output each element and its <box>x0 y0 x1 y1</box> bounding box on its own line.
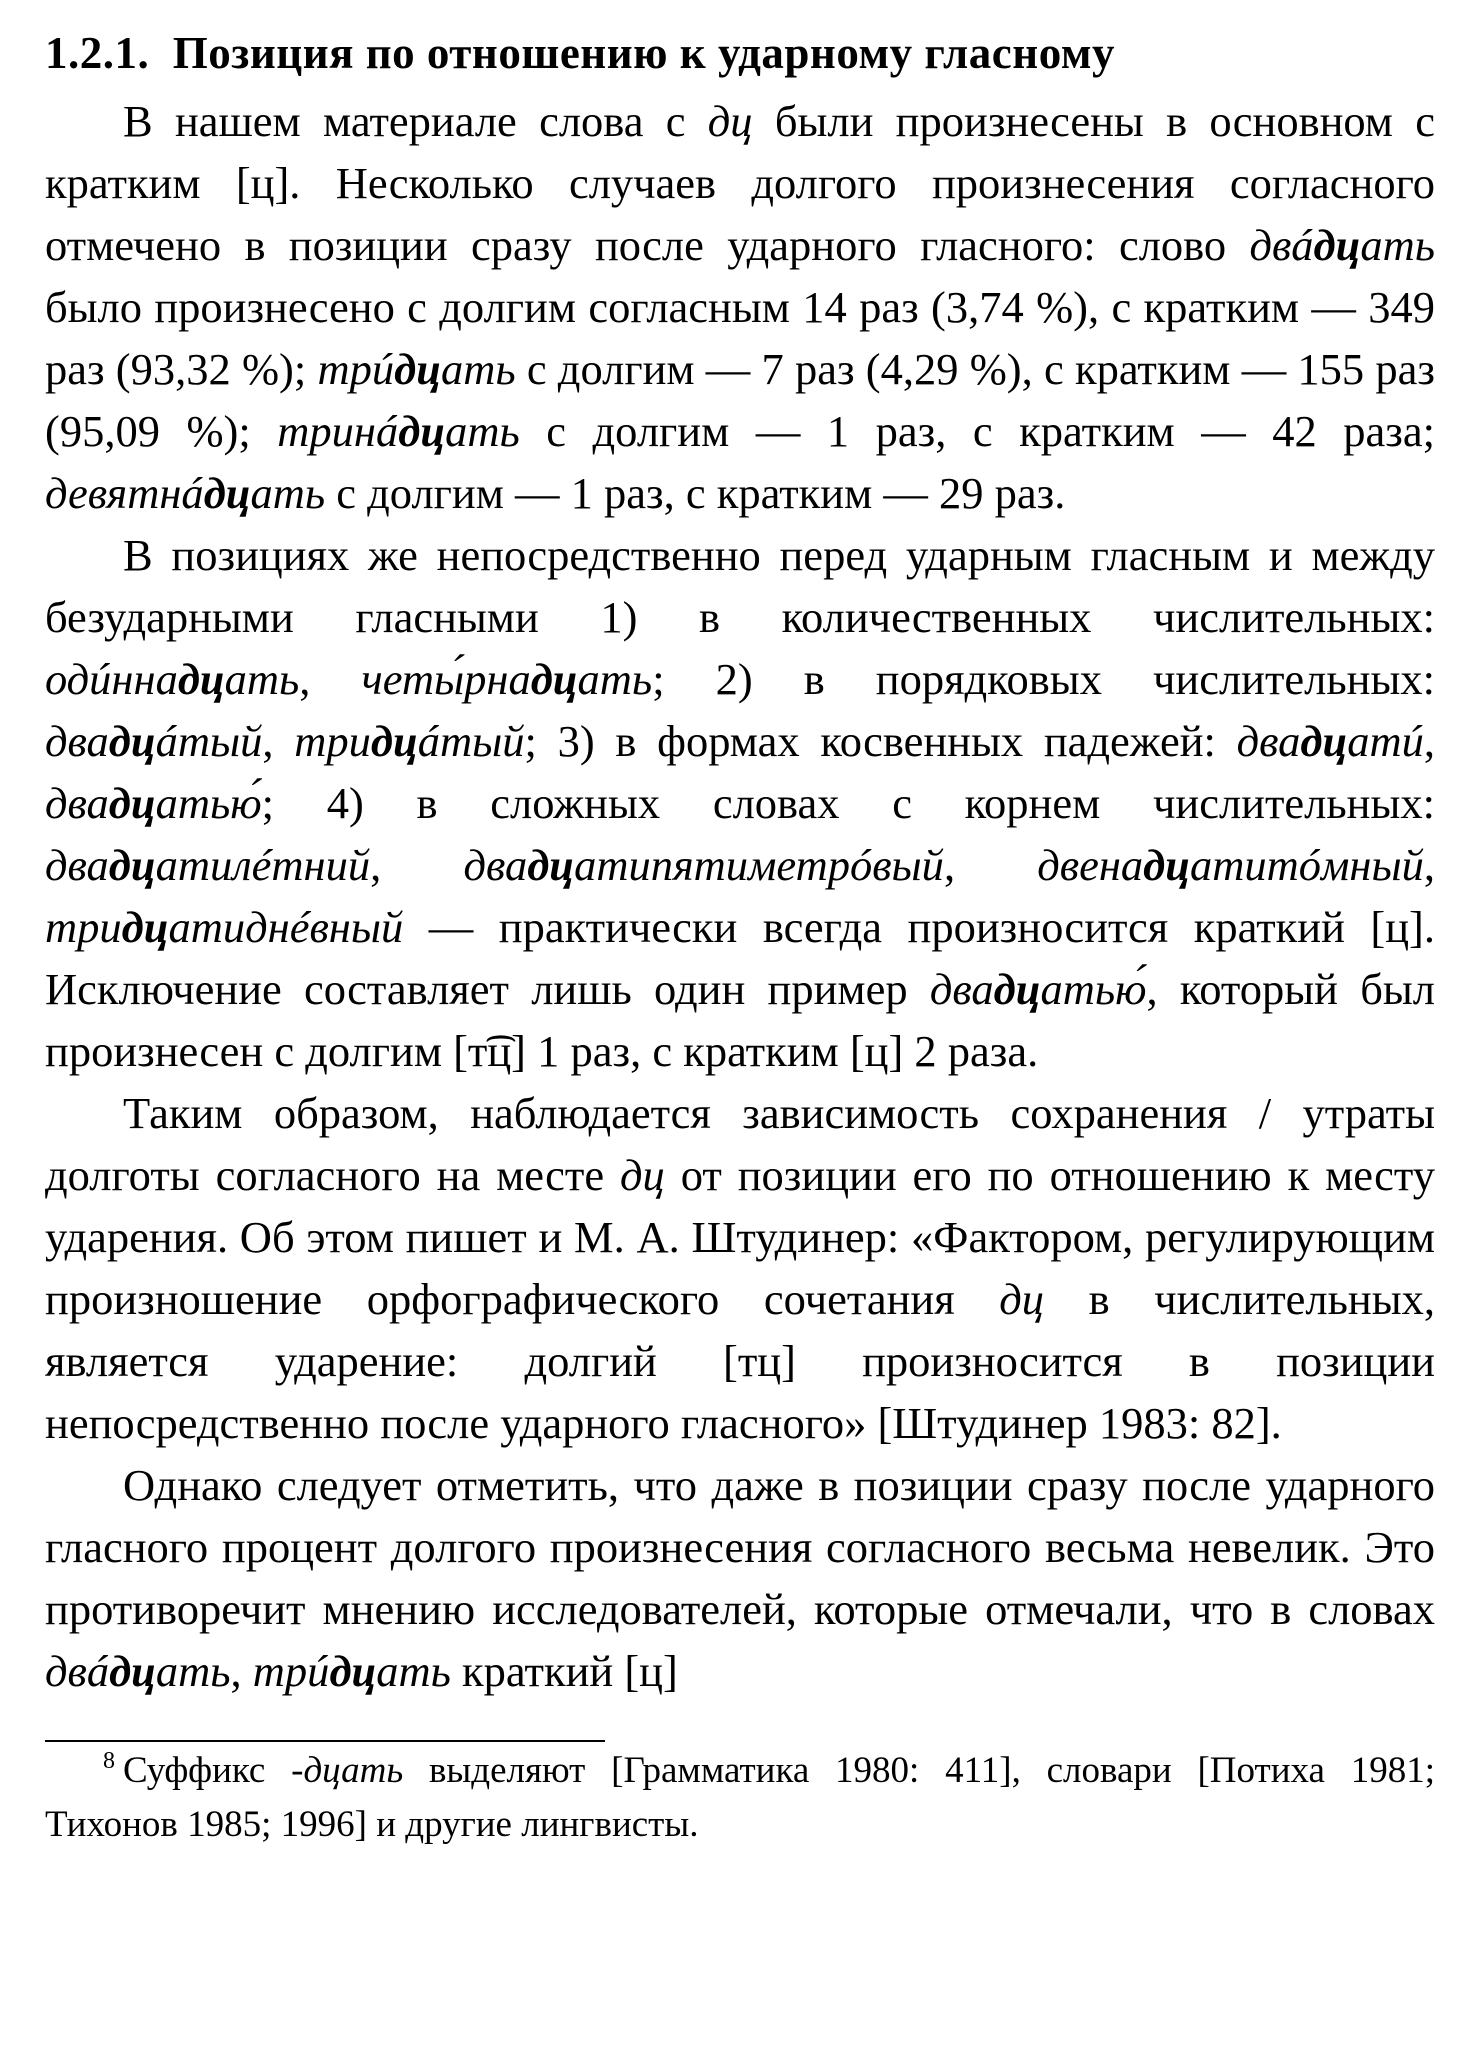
example-word: двадцатью́ <box>45 778 262 828</box>
example-word: двáдцать <box>1249 220 1435 270</box>
footnote-mark: 8 <box>103 1748 115 1774</box>
example-word: двадцатипятиметрóвый <box>463 840 944 890</box>
text-run: В нашем материале слова с <box>123 96 708 146</box>
example-word: девятнáдцать <box>45 468 326 518</box>
text-run: Однако следует отметить, что даже в позиции сразу после ударного гласного процент долгого произнесения согласного весьма невелик. Это противоречит мнению исследователей, которые отмечали, что в словах <box>45 1460 1435 1634</box>
text-run: выделяют [Грамматика 1980: 411], словари [Потиха 1981; Тихонов 1985; 1996] и другие лингвисты. <box>45 1750 1435 1845</box>
text-run: В позициях же непосредственно перед ударным гласным и между безударными гласными 1) в количественных числительных: <box>45 530 1435 642</box>
italic-term: дц <box>620 1150 665 1200</box>
italic-term: -дцать <box>291 1750 404 1791</box>
text-run: с долгим — 1 раз, с кратким — 29 раз. <box>325 468 1066 518</box>
text-run: ; 2) в порядковых числительных: <box>652 654 1435 704</box>
text-run: с долгим — 1 раз, с кратким — 42 раза; <box>519 406 1435 456</box>
section-number: 1.2.1. <box>45 28 150 78</box>
example-word: тринáдцать <box>277 406 520 456</box>
example-word: трúдцать <box>252 1646 451 1696</box>
paragraph-1 <box>45 90 1435 524</box>
example-word: двадцатú <box>1236 716 1424 766</box>
section-heading <box>45 22 1435 84</box>
italic-term: дц <box>999 1274 1045 1324</box>
example-word: двадцатилéтний <box>45 840 371 890</box>
text-run: было произнесено с долгим согласным 14 раз (3,74 %), с кратким — 349 раз (93,32 %); <box>45 282 1435 394</box>
example-word: двадцатью́ <box>929 964 1147 1014</box>
example-word: трúдцать <box>317 344 516 394</box>
text-run: в числительных, является ударение: долгий [тц] произносится в позиции непосредственно после ударного гласного» [Штудинер 1983: 82]. <box>45 1274 1436 1448</box>
text-run: с долгим — 7 раз (4,29 %), с кратким — 155 раз (95,09 %); <box>45 344 1435 456</box>
paragraph-2: В позициях же непосредственно перед ударным гласным и между безударными гласными 1) в количественных числительных: одúннадцать, четы́рнадцать; 2) в порядковых числительных: двадцáтый, тридцáтый; 3) в формах косвенных падежей: двадцатú, двадцатью́; 4) в сложных словах с корнем числительных: двадцатилéтний, двадцатипятиметрóвый, двенадцатитóмный, тридцатиднéвный — практически всегда произносится краткий [ц]. Исключение составляет лишь один пример двадцатью́, который был произнесен с долгим [т͡ц] 1 раз, с кратким [ц] 2 раза. <box>45 530 1436 1076</box>
page <box>45 22 1435 1850</box>
text-run: , который был произнесен с долгим [т͡ц] 1 раз, с кратким [ц] 2 раза. <box>45 964 1435 1076</box>
text-run: ; 3) в формах косвенных падежей: <box>524 716 1237 766</box>
text-run: от позиции его по отношению к месту ударения. Об этом пишет и М. А. Штудинер: «Фактором, регулирующим произношение орфографического сочетания <box>45 1150 1435 1324</box>
text-run: — практически всегда произносится краткий [ц]. Исключение составляет лишь один пример <box>45 902 1435 1014</box>
example-word: двенадцатитóмный <box>1037 840 1424 890</box>
text-run: Суффикс <box>123 1750 292 1791</box>
text-run: были произнесены в основном с кратким [ц]. Несколько случаев долгого произнесения согласного отмечено в позиции сразу после ударного гласного: слово <box>45 96 1435 270</box>
footnote-divider <box>45 1740 605 1742</box>
paragraph-4: Однако следует отметить, что даже в позиции сразу после ударного гласного процент долгого произнесения согласного весьма невелик. Это противоречит мнению исследователей, которые отмечали, что в словах двáдцать, трúдцать краткий [ц] <box>45 1460 1435 1696</box>
body-text <box>45 90 1435 1702</box>
section-title: Позиция по отношению к ударному гласному <box>172 28 1115 78</box>
paragraph-3 <box>45 1082 1435 1454</box>
text-run: краткий [ц] <box>450 1646 678 1696</box>
example-word: тридцáтый <box>294 716 525 766</box>
example-word: тридцатиднéвный <box>45 902 404 952</box>
example-word: одúннадцать <box>45 654 300 704</box>
example-word: двадцáтый <box>45 716 263 766</box>
italic-term: дц <box>707 96 753 146</box>
example-word: четы́рнадцать <box>361 654 653 704</box>
example-word: двáдцать <box>45 1646 231 1696</box>
text-run: ; 4) в сложных словах с корнем числительных: <box>261 778 1435 828</box>
text-run: Таким образом, наблюдается зависимость сохранения / утраты долготы согласного на месте <box>45 1088 1435 1200</box>
footnote <box>45 1746 1435 1850</box>
